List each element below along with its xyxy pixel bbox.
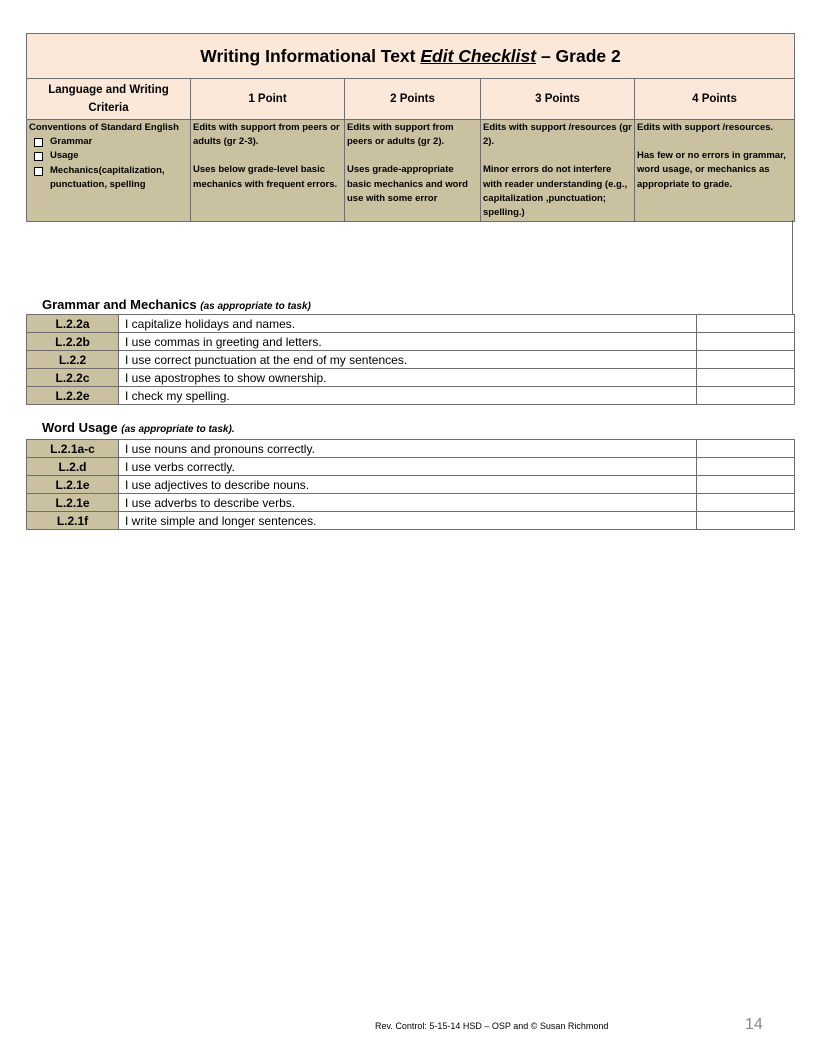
table-row bbox=[27, 476, 795, 494]
standard-code: L.2.2a bbox=[27, 315, 119, 333]
standard-code: L.2.1a-c bbox=[27, 440, 119, 458]
checklist-item: I use verbs correctly. bbox=[119, 458, 697, 476]
checklist-item: I capitalize holidays and names. bbox=[119, 315, 697, 333]
table-row bbox=[27, 315, 795, 333]
checklist-item: I use commas in greeting and letters. bbox=[119, 333, 697, 351]
standard-code: L.2.2 bbox=[27, 351, 119, 369]
table-row bbox=[27, 458, 795, 476]
check-cell[interactable] bbox=[697, 315, 795, 333]
criteria-title: Conventions of Standard English bbox=[29, 122, 179, 133]
table-row bbox=[27, 440, 795, 458]
checklist-item: I use apostrophes to show ownership. bbox=[119, 369, 697, 387]
point1-line: Edits with support from peers or adults (gr 2-3). bbox=[193, 122, 340, 148]
check-cell[interactable] bbox=[697, 351, 795, 369]
checklist-item: I check my spelling. bbox=[119, 387, 697, 405]
point1-cell bbox=[191, 120, 345, 222]
table-row bbox=[27, 369, 795, 387]
table-row bbox=[27, 387, 795, 405]
usage-table bbox=[26, 439, 795, 530]
checklist-item: I write simple and longer sentences. bbox=[119, 512, 697, 530]
point3-line: Edits with support /resources (gr 2). bbox=[483, 122, 632, 148]
standard-code: L.2.1f bbox=[27, 512, 119, 530]
title-emphasis: Edit Checklist bbox=[420, 45, 537, 66]
header-3-points: 3 Points bbox=[481, 79, 635, 120]
header-4-points: 4 Points bbox=[635, 79, 795, 120]
header-criteria: Language and Writing Criteria bbox=[27, 79, 191, 120]
check-cell[interactable] bbox=[697, 387, 795, 405]
table-row bbox=[27, 351, 795, 369]
check-cell[interactable] bbox=[697, 494, 795, 512]
standard-code: L.2.2c bbox=[27, 369, 119, 387]
header-2-points: 2 Points bbox=[345, 79, 481, 120]
check-cell[interactable] bbox=[697, 476, 795, 494]
point4-cell bbox=[635, 120, 795, 222]
checklist-item: I use correct punctuation at the end of my sentences. bbox=[119, 351, 697, 369]
checklist-item: I use adjectives to describe nouns. bbox=[119, 476, 697, 494]
point2-line: Uses grade-appropriate basic mechanics and word use with some error bbox=[347, 164, 468, 204]
standard-code: L.2.d bbox=[27, 458, 119, 476]
criteria-cell bbox=[27, 120, 191, 222]
table-row bbox=[27, 494, 795, 512]
standard-code: L.2.1e bbox=[27, 476, 119, 494]
usage-section-note: (as appropriate to task). bbox=[121, 424, 235, 435]
point3-line: Minor errors do not interfere with reader understanding (e.g., capitalization ,punctuation; spelling.) bbox=[483, 164, 628, 219]
check-cell[interactable] bbox=[697, 512, 795, 530]
table-border-line bbox=[792, 220, 793, 314]
criteria-list bbox=[29, 135, 188, 192]
standard-code: L.2.2b bbox=[27, 333, 119, 351]
check-cell[interactable] bbox=[697, 333, 795, 351]
grammar-section-note: (as appropriate to task) bbox=[200, 301, 311, 312]
point3-cell bbox=[481, 120, 635, 222]
table-row bbox=[27, 512, 795, 530]
checklist-item: I use adverbs to describe verbs. bbox=[119, 494, 697, 512]
criteria-item: Grammar bbox=[29, 135, 188, 149]
point2-cell bbox=[345, 120, 481, 222]
checklist-item: I use nouns and pronouns correctly. bbox=[119, 440, 697, 458]
footer-text: Rev. Control: 5-15-14 HSD – OSP and © Susan Richmond bbox=[375, 1021, 609, 1031]
standard-code: L.2.1e bbox=[27, 494, 119, 512]
check-cell[interactable] bbox=[697, 440, 795, 458]
table-row bbox=[27, 333, 795, 351]
criteria-item: Mechanics(capitalization, punctuation, spelling bbox=[29, 164, 188, 192]
grammar-section-title: Grammar and Mechanics (as appropriate to task) bbox=[42, 297, 311, 312]
usage-section-title: Word Usage (as appropriate to task). bbox=[42, 420, 235, 435]
header-1-point: 1 Point bbox=[191, 79, 345, 120]
rubric-table bbox=[26, 33, 795, 222]
point4-line: Has few or no errors in grammar, word usage, or mechanics as appropriate to grade. bbox=[637, 150, 786, 190]
point4-line: Edits with support /resources. bbox=[637, 122, 774, 133]
check-cell[interactable] bbox=[697, 458, 795, 476]
criteria-item: Usage bbox=[29, 149, 188, 163]
point2-line: Edits with support from peers or adults (gr 2). bbox=[347, 122, 454, 148]
rubric-title: Writing Informational Text Edit Checklist – Grade 2 bbox=[27, 34, 795, 79]
check-cell[interactable] bbox=[697, 369, 795, 387]
point1-line: Uses below grade-level basic mechanics with frequent errors. bbox=[193, 164, 338, 190]
page-number: 14 bbox=[745, 1016, 763, 1033]
standard-code: L.2.2e bbox=[27, 387, 119, 405]
grammar-table bbox=[26, 314, 795, 405]
